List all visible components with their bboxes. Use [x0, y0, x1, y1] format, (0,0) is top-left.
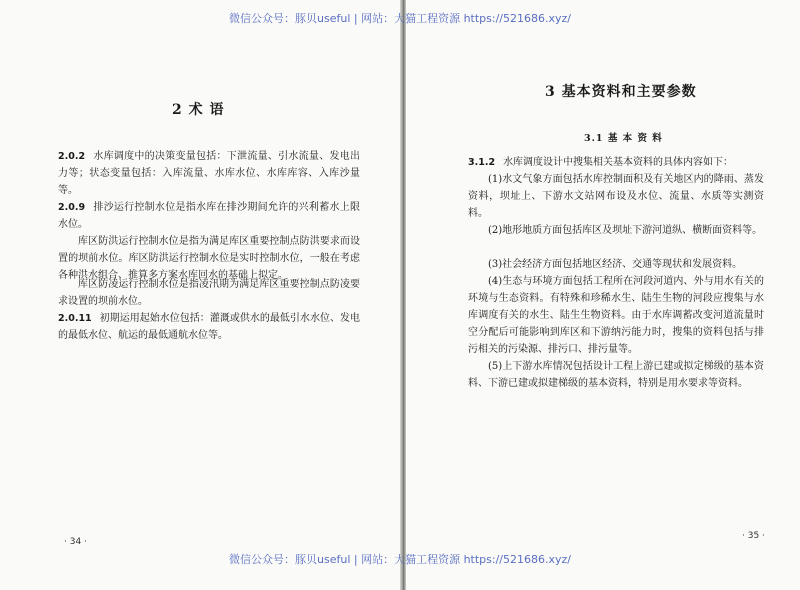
clause-text: 水库调度设计中搜集相关基本资料的具体内容如下： [503, 157, 734, 168]
term-2-0-9-para-3 [58, 276, 360, 310]
clause-number: 2.0.11 [58, 313, 92, 324]
watermark-bottom: 微信公众号：豚贝useful | 网站：大猫工程资源 https://521686.xyz/ [229, 553, 571, 566]
book-gutter [400, 0, 406, 590]
clause-text: 库区防洪运行控制水位是指为满足库区重要控制点防洪要求而设置的坝前水位。库区防洪运行控制水位是实时控制水位，一般在考虑各种洪水组合、推算多方案水库回水的基础上拟定。 [58, 236, 360, 281]
clause-text: (3)社会经济方面包括地区经济、交通等现状和发展资料。 [488, 259, 743, 270]
left-chapter-title: 2 术 语 [172, 102, 225, 118]
clause-number: 3.1.2 [468, 157, 496, 168]
clause-item-4 [468, 273, 764, 358]
right-page-number: · 35 · [742, 531, 765, 541]
clause-text: 初期运用起始水位包括：灌溉或供水的最低引水水位、发电的最低水位、航运的最低通航水位等。 [58, 313, 360, 341]
term-2-0-9 [58, 199, 360, 233]
clause-text: 库区防凌运行控制水位是指凌汛期为满足库区重要控制点防凌要求设置的坝前水位。 [58, 279, 360, 307]
right-chapter-title: 3 基本资料和主要参数 [545, 84, 697, 100]
clause-number: 2.0.2 [58, 151, 86, 162]
left-page-number: · 34 · [64, 537, 87, 547]
clause-number: 2.0.9 [58, 202, 86, 213]
clause-text: (5)上下游水库情况包括设计工程上游已建或拟定梯级的基本资料、下游已建或拟建梯级的基本资料，特别是用水要求等资料。 [468, 361, 764, 389]
clause-item-2 [468, 222, 764, 239]
clause-item-5 [468, 358, 764, 392]
clause-text: 排沙运行控制水位是指水库在排沙期间允许的兴利蓄水上限水位。 [58, 202, 360, 230]
term-2-0-11 [58, 310, 360, 344]
clause-3-1-2 [468, 154, 764, 171]
clause-text: (1)水文气象方面包括水库控制面积及有关地区内的降雨、蒸发资料，坝址上、下游水文站网布设及水位、流量、水质等实测资料。 [468, 174, 764, 219]
clause-text: (4)生态与环境方面包括工程所在河段河道内、外与用水有关的环境与生态资料。有特殊和珍稀水生、陆生生物的河段应搜集与水库调度有关的水生、陆生生物资料。由于水库调蓄改变河道流量时空分配后可能影响到库区和下游纳污能力时，搜集的资料包括与排污相关的污染源、排污口、排污量等。 [468, 276, 764, 355]
watermark-top: 微信公众号：豚贝useful | 网站：大猫工程资源 https://521686.xyz/ [229, 12, 571, 25]
section-title: 3.1 基 本 资 料 [584, 133, 663, 144]
term-2-0-2 [58, 148, 360, 199]
clause-text: (2)地形地质方面包括库区及坝址下游河道纵、横断面资料等。 [488, 225, 763, 236]
clause-item-1 [468, 171, 764, 222]
clause-item-3 [468, 256, 764, 273]
clause-text: 水库调度中的决策变量包括：下泄流量、引水流量、发电出力等；状态变量包括：入库流量、水库水位、水库库容、入库沙量等。 [58, 151, 360, 196]
